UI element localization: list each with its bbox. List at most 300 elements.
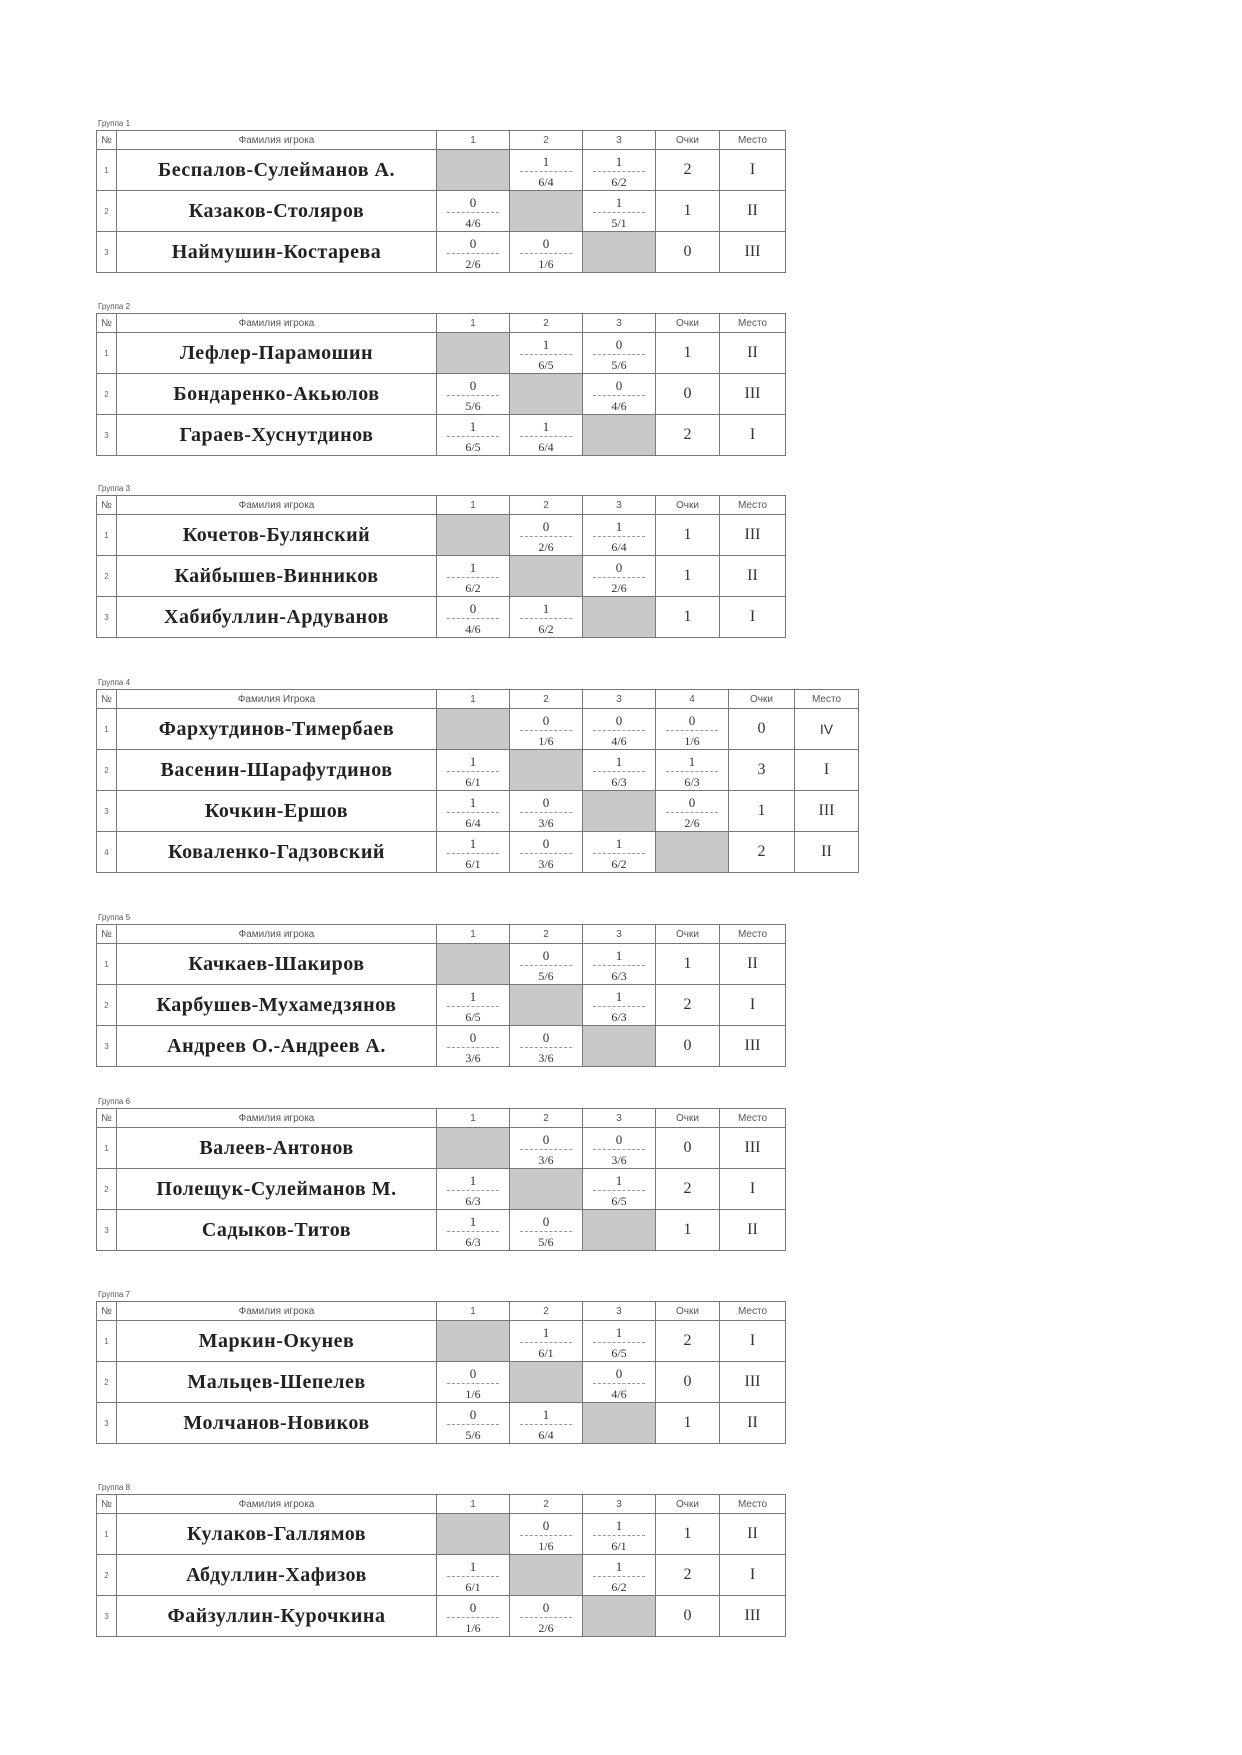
match-result-cell xyxy=(510,1128,583,1169)
result-divider xyxy=(593,771,645,772)
group-table xyxy=(96,924,786,1067)
group-label: Группа 7 xyxy=(98,1290,131,1299)
table-row xyxy=(97,1362,786,1403)
player-pair-name: Маркин-Окунев xyxy=(117,1321,437,1362)
points-cell: 0 xyxy=(656,1128,720,1169)
match-score: 1/6 xyxy=(684,734,700,748)
result-divider xyxy=(447,212,499,213)
match-result-cell xyxy=(437,1026,510,1067)
row-number: 4 xyxy=(97,832,117,873)
self-match-cell xyxy=(437,1128,510,1169)
match-result-cell xyxy=(656,791,729,832)
result-divider xyxy=(593,171,645,172)
header-row xyxy=(97,1495,786,1514)
match-result-cell xyxy=(437,556,510,597)
match-result-cell xyxy=(510,150,583,191)
match-score: 6/1 xyxy=(465,775,481,789)
match-result-cell xyxy=(510,1514,583,1555)
points-cell: 1 xyxy=(656,333,720,374)
match-win-flag: 1 xyxy=(469,989,477,1004)
row-number: 1 xyxy=(97,1321,117,1362)
match-result-cell xyxy=(583,832,656,873)
row-number: 1 xyxy=(97,1128,117,1169)
match-result-cell xyxy=(583,985,656,1026)
result-divider xyxy=(447,1617,499,1618)
player-pair-name: Хабибуллин-Ардуванов xyxy=(117,597,437,638)
match-result-cell xyxy=(583,1128,656,1169)
points-cell: 1 xyxy=(656,1514,720,1555)
place-cell: II xyxy=(720,333,786,374)
player-pair-name: Лефлер-Парамошин xyxy=(117,333,437,374)
player-pair-name: Карбушев-Мухамедзянов xyxy=(117,985,437,1026)
match-result-cell xyxy=(583,556,656,597)
result-divider xyxy=(666,730,718,731)
header-name: Фамилия игрока xyxy=(117,925,437,944)
result-divider xyxy=(593,1190,645,1191)
match-score: 3/6 xyxy=(611,1153,627,1167)
match-score: 2/6 xyxy=(538,540,554,554)
result-divider xyxy=(447,577,499,578)
header-opponent-col: 3 xyxy=(583,690,656,709)
header-row xyxy=(97,1109,786,1128)
match-score: 3/6 xyxy=(538,1051,554,1065)
match-score: 6/1 xyxy=(611,1539,627,1553)
match-win-flag: 1 xyxy=(542,1407,550,1422)
match-result-cell xyxy=(510,832,583,873)
group-6 xyxy=(96,1096,786,1251)
player-pair-name: Мальцев-Шепелев xyxy=(117,1362,437,1403)
row-number: 1 xyxy=(97,944,117,985)
result-divider xyxy=(520,965,572,966)
table-row xyxy=(97,1596,786,1637)
place-cell: I xyxy=(795,750,859,791)
self-match-cell xyxy=(510,556,583,597)
result-divider xyxy=(593,965,645,966)
header-row xyxy=(97,496,786,515)
match-score: 2/6 xyxy=(538,1621,554,1635)
place-cell: III xyxy=(720,1362,786,1403)
match-result-cell xyxy=(510,944,583,985)
match-result-cell xyxy=(510,1403,583,1444)
place-cell: III xyxy=(720,515,786,556)
points-cell: 2 xyxy=(656,415,720,456)
match-win-flag: 1 xyxy=(469,419,477,434)
match-score: 6/5 xyxy=(538,358,554,372)
result-divider xyxy=(666,812,718,813)
place-cell: I xyxy=(720,1555,786,1596)
match-win-flag: 1 xyxy=(469,1559,477,1574)
match-score: 6/5 xyxy=(611,1346,627,1360)
match-score: 4/6 xyxy=(611,399,627,413)
table-row xyxy=(97,374,786,415)
player-pair-name: Коваленко-Гадзовский xyxy=(117,832,437,873)
result-divider xyxy=(520,1231,572,1232)
table-row xyxy=(97,597,786,638)
self-match-cell xyxy=(583,1596,656,1637)
table-row xyxy=(97,832,859,873)
row-number: 2 xyxy=(97,191,117,232)
player-pair-name: Наймушин-Костарева xyxy=(117,232,437,273)
points-cell: 1 xyxy=(656,1403,720,1444)
self-match-cell xyxy=(437,1514,510,1555)
points-cell: 0 xyxy=(656,232,720,273)
group-8 xyxy=(96,1482,786,1637)
match-score: 6/4 xyxy=(465,816,481,830)
self-match-cell xyxy=(437,150,510,191)
match-score: 1/6 xyxy=(538,734,554,748)
self-match-cell xyxy=(583,415,656,456)
match-win-flag: 1 xyxy=(469,560,477,575)
result-divider xyxy=(593,1576,645,1577)
self-match-cell xyxy=(510,985,583,1026)
player-pair-name: Васенин-Шарафутдинов xyxy=(117,750,437,791)
self-match-cell xyxy=(437,944,510,985)
result-divider xyxy=(447,1006,499,1007)
match-win-flag: 1 xyxy=(615,948,623,963)
match-result-cell xyxy=(510,1596,583,1637)
match-score: 6/3 xyxy=(465,1194,481,1208)
match-win-flag: 0 xyxy=(542,519,550,534)
match-win-flag: 0 xyxy=(615,378,623,393)
self-match-cell xyxy=(510,750,583,791)
table-row xyxy=(97,1321,786,1362)
match-win-flag: 0 xyxy=(688,795,696,810)
player-pair-name: Гараев-Хуснутдинов xyxy=(117,415,437,456)
points-cell: 1 xyxy=(656,944,720,985)
table-row xyxy=(97,1555,786,1596)
match-win-flag: 0 xyxy=(542,236,550,251)
points-cell: 3 xyxy=(729,750,795,791)
row-number: 3 xyxy=(97,1596,117,1637)
result-divider xyxy=(520,171,572,172)
match-score: 5/6 xyxy=(538,969,554,983)
group-label: Группа 1 xyxy=(98,119,131,128)
match-result-cell xyxy=(510,1321,583,1362)
match-score: 1/6 xyxy=(538,1539,554,1553)
match-win-flag: 0 xyxy=(469,601,477,616)
points-cell: 2 xyxy=(656,150,720,191)
match-result-cell xyxy=(510,415,583,456)
result-divider xyxy=(520,1424,572,1425)
result-divider xyxy=(447,395,499,396)
table-row xyxy=(97,1514,786,1555)
match-score: 2/6 xyxy=(611,581,627,595)
result-divider xyxy=(593,212,645,213)
match-score: 6/3 xyxy=(465,1235,481,1249)
place-cell: II xyxy=(720,1403,786,1444)
table-row xyxy=(97,1403,786,1444)
header-points: Очки xyxy=(656,131,720,150)
header-num: № xyxy=(97,496,117,515)
header-opponent-col: 3 xyxy=(583,496,656,515)
points-cell: 2 xyxy=(729,832,795,873)
match-result-cell xyxy=(437,1210,510,1251)
place-cell: I xyxy=(720,1321,786,1362)
result-divider xyxy=(520,1535,572,1536)
table-row xyxy=(97,515,786,556)
points-cell: 0 xyxy=(656,1596,720,1637)
match-result-cell xyxy=(437,374,510,415)
match-result-cell xyxy=(583,515,656,556)
player-pair-name: Полещук-Сулейманов М. xyxy=(117,1169,437,1210)
header-opponent-col: 2 xyxy=(510,1302,583,1321)
table-row xyxy=(97,1128,786,1169)
header-num: № xyxy=(97,1109,117,1128)
self-match-cell xyxy=(583,791,656,832)
place-cell: III xyxy=(720,232,786,273)
header-points: Очки xyxy=(656,1495,720,1514)
place-cell: III xyxy=(720,374,786,415)
row-number: 3 xyxy=(97,597,117,638)
header-opponent-col: 1 xyxy=(437,131,510,150)
match-score: 4/6 xyxy=(465,216,481,230)
match-win-flag: 0 xyxy=(542,795,550,810)
points-cell: 1 xyxy=(656,515,720,556)
match-result-cell xyxy=(437,1403,510,1444)
self-match-cell xyxy=(583,597,656,638)
result-divider xyxy=(593,1535,645,1536)
header-num: № xyxy=(97,925,117,944)
match-win-flag: 1 xyxy=(542,1325,550,1340)
points-cell: 2 xyxy=(656,1169,720,1210)
player-pair-name: Качкаев-Шакиров xyxy=(117,944,437,985)
match-win-flag: 0 xyxy=(469,378,477,393)
table-row xyxy=(97,944,786,985)
result-divider xyxy=(593,730,645,731)
header-opponent-col: 3 xyxy=(583,1302,656,1321)
self-match-cell xyxy=(510,374,583,415)
match-score: 6/3 xyxy=(611,969,627,983)
group-label: Группа 6 xyxy=(98,1097,131,1106)
match-result-cell xyxy=(583,1555,656,1596)
match-win-flag: 0 xyxy=(542,1030,550,1045)
match-win-flag: 0 xyxy=(542,1214,550,1229)
match-result-cell xyxy=(583,709,656,750)
result-divider xyxy=(520,853,572,854)
place-cell: I xyxy=(720,1169,786,1210)
match-win-flag: 1 xyxy=(615,1559,623,1574)
row-number: 1 xyxy=(97,709,117,750)
table-row xyxy=(97,415,786,456)
match-result-cell xyxy=(510,333,583,374)
place-cell: II xyxy=(720,944,786,985)
match-win-flag: 1 xyxy=(615,195,623,210)
match-win-flag: 0 xyxy=(469,236,477,251)
group-table xyxy=(96,1494,786,1637)
header-opponent-col: 3 xyxy=(583,1495,656,1514)
header-name: Фамилия игрока xyxy=(117,1109,437,1128)
result-divider xyxy=(593,1006,645,1007)
match-result-cell xyxy=(510,1210,583,1251)
result-divider xyxy=(520,1617,572,1618)
header-opponent-col: 1 xyxy=(437,1109,510,1128)
self-match-cell xyxy=(437,709,510,750)
points-cell: 2 xyxy=(656,1321,720,1362)
result-divider xyxy=(447,771,499,772)
header-place: Место xyxy=(720,925,786,944)
match-win-flag: 0 xyxy=(615,560,623,575)
player-pair-name: Садыков-Титов xyxy=(117,1210,437,1251)
match-score: 6/2 xyxy=(611,857,627,871)
player-pair-name: Кайбышев-Винников xyxy=(117,556,437,597)
place-cell: II xyxy=(795,832,859,873)
match-score: 6/5 xyxy=(465,1010,481,1024)
place-cell: I xyxy=(720,597,786,638)
header-opponent-col: 4 xyxy=(656,690,729,709)
result-divider xyxy=(666,771,718,772)
points-cell: 0 xyxy=(656,1026,720,1067)
row-number: 2 xyxy=(97,1169,117,1210)
match-score: 4/6 xyxy=(465,622,481,636)
match-win-flag: 1 xyxy=(615,989,623,1004)
match-win-flag: 1 xyxy=(469,754,477,769)
match-result-cell xyxy=(656,750,729,791)
points-cell: 1 xyxy=(656,556,720,597)
result-divider xyxy=(520,436,572,437)
player-pair-name: Абдуллин-Хафизов xyxy=(117,1555,437,1596)
match-result-cell xyxy=(510,709,583,750)
match-result-cell xyxy=(510,1026,583,1067)
header-opponent-col: 1 xyxy=(437,314,510,333)
match-win-flag: 1 xyxy=(615,1518,623,1533)
header-points: Очки xyxy=(656,1302,720,1321)
match-win-flag: 1 xyxy=(469,836,477,851)
row-number: 3 xyxy=(97,1026,117,1067)
group-table xyxy=(96,1301,786,1444)
row-number: 1 xyxy=(97,515,117,556)
match-score: 6/4 xyxy=(611,540,627,554)
match-win-flag: 0 xyxy=(469,1030,477,1045)
header-opponent-col: 2 xyxy=(510,925,583,944)
header-row xyxy=(97,925,786,944)
header-row xyxy=(97,690,859,709)
row-number: 3 xyxy=(97,1403,117,1444)
match-score: 5/6 xyxy=(465,399,481,413)
player-pair-name: Молчанов-Новиков xyxy=(117,1403,437,1444)
row-number: 2 xyxy=(97,374,117,415)
header-opponent-col: 2 xyxy=(510,314,583,333)
row-number: 1 xyxy=(97,1514,117,1555)
match-result-cell xyxy=(583,1362,656,1403)
match-score: 6/2 xyxy=(611,175,627,189)
match-score: 3/6 xyxy=(538,857,554,871)
match-result-cell xyxy=(437,415,510,456)
self-match-cell xyxy=(510,1555,583,1596)
match-win-flag: 0 xyxy=(542,713,550,728)
table-row xyxy=(97,191,786,232)
self-match-cell xyxy=(437,1321,510,1362)
header-opponent-col: 1 xyxy=(437,690,510,709)
match-score: 1/6 xyxy=(465,1621,481,1635)
header-opponent-col: 3 xyxy=(583,1109,656,1128)
points-cell: 2 xyxy=(656,1555,720,1596)
header-row xyxy=(97,131,786,150)
match-win-flag: 1 xyxy=(469,795,477,810)
result-divider xyxy=(520,1149,572,1150)
match-score: 6/2 xyxy=(538,622,554,636)
match-win-flag: 0 xyxy=(542,948,550,963)
match-win-flag: 0 xyxy=(542,1132,550,1147)
match-result-cell xyxy=(583,191,656,232)
match-score: 6/3 xyxy=(611,775,627,789)
match-score: 5/6 xyxy=(465,1428,481,1442)
self-match-cell xyxy=(510,191,583,232)
header-points: Очки xyxy=(656,925,720,944)
header-opponent-col: 2 xyxy=(510,1495,583,1514)
header-place: Место xyxy=(720,131,786,150)
match-result-cell xyxy=(583,150,656,191)
player-pair-name: Бондаренко-Акьюлов xyxy=(117,374,437,415)
match-result-cell xyxy=(583,750,656,791)
row-number: 3 xyxy=(97,791,117,832)
result-divider xyxy=(447,853,499,854)
self-match-cell xyxy=(583,1026,656,1067)
group-4 xyxy=(96,677,859,873)
row-number: 2 xyxy=(97,1555,117,1596)
row-number: 3 xyxy=(97,1210,117,1251)
result-divider xyxy=(447,618,499,619)
table-row xyxy=(97,1210,786,1251)
row-number: 2 xyxy=(97,1362,117,1403)
match-score: 6/5 xyxy=(465,440,481,454)
place-cell: I xyxy=(720,150,786,191)
table-row xyxy=(97,709,859,750)
match-score: 6/5 xyxy=(611,1194,627,1208)
match-result-cell xyxy=(437,1596,510,1637)
result-divider xyxy=(447,1231,499,1232)
group-table xyxy=(96,689,859,873)
match-win-flag: 0 xyxy=(542,836,550,851)
match-score: 3/6 xyxy=(538,816,554,830)
result-divider xyxy=(447,1424,499,1425)
result-divider xyxy=(447,1383,499,1384)
result-divider xyxy=(447,812,499,813)
header-opponent-col: 1 xyxy=(437,925,510,944)
match-score: 4/6 xyxy=(611,734,627,748)
header-name: Фамилия игрока xyxy=(117,314,437,333)
group-7 xyxy=(96,1289,786,1444)
player-pair-name: Файзуллин-Курочкина xyxy=(117,1596,437,1637)
match-result-cell xyxy=(437,1555,510,1596)
match-win-flag: 1 xyxy=(615,754,623,769)
match-score: 2/6 xyxy=(684,816,700,830)
result-divider xyxy=(593,1149,645,1150)
row-number: 2 xyxy=(97,750,117,791)
table-row xyxy=(97,750,859,791)
match-score: 6/1 xyxy=(538,1346,554,1360)
match-result-cell xyxy=(437,832,510,873)
match-result-cell xyxy=(583,1514,656,1555)
match-win-flag: 1 xyxy=(542,337,550,352)
self-match-cell xyxy=(510,1362,583,1403)
group-label: Группа 5 xyxy=(98,913,131,922)
match-win-flag: 0 xyxy=(469,195,477,210)
player-pair-name: Андреев О.-Андреев А. xyxy=(117,1026,437,1067)
group-3 xyxy=(96,483,786,638)
match-score: 2/6 xyxy=(465,257,481,271)
result-divider xyxy=(593,536,645,537)
self-match-cell xyxy=(583,1210,656,1251)
match-win-flag: 1 xyxy=(542,154,550,169)
match-result-cell xyxy=(510,515,583,556)
player-pair-name: Беспалов-Сулейманов А. xyxy=(117,150,437,191)
match-score: 6/1 xyxy=(465,1580,481,1594)
place-cell: III xyxy=(795,791,859,832)
group-table xyxy=(96,1108,786,1251)
match-result-cell xyxy=(437,597,510,638)
header-opponent-col: 1 xyxy=(437,496,510,515)
match-score: 1/6 xyxy=(538,257,554,271)
